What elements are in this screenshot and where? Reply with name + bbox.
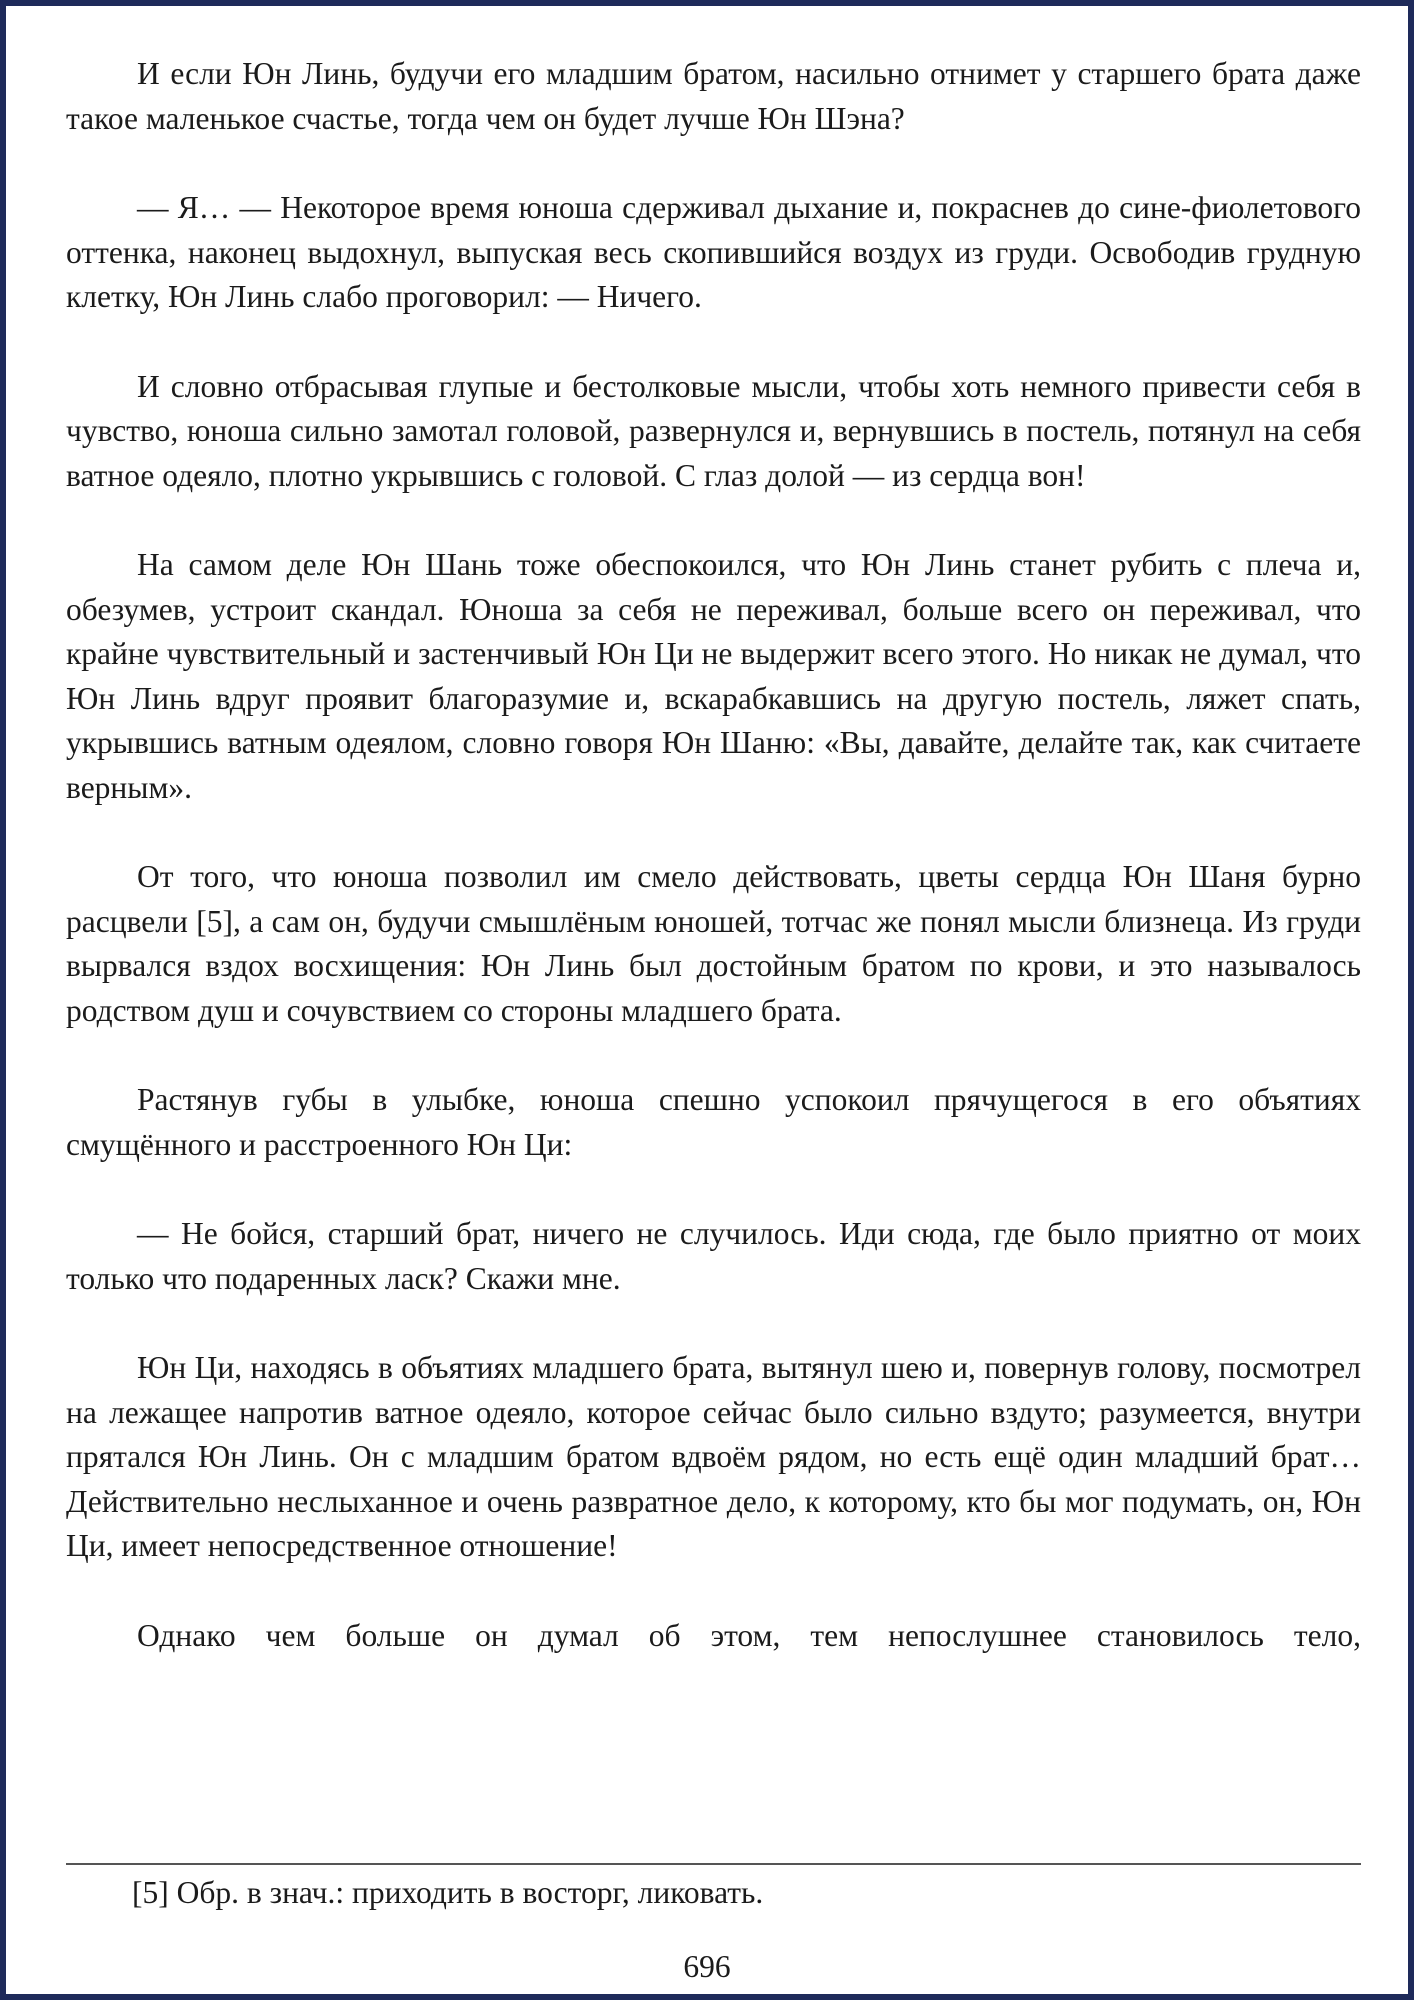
footnote: [5] Обр. в знач.: приходить в восторг, ликовать. — [132, 1875, 764, 1910]
paragraph: — Я… — Некоторое время юноша сдерживал дыхание и, покраснев до сине-фиолетового оттенка, наконец выдохнул, выпуская весь скопившийся воздух из груди. Освободив грудную клетку, Юн Линь слабо проговорил: — Ничего. — [66, 190, 1361, 314]
paragraph: Растянув губы в улыбке, юноша спешно успокоил прячущегося в его объятиях смущённого и расстроенного Юн Ци: — [66, 1082, 1361, 1162]
page-number: 696 — [683, 1949, 731, 1984]
paragraph: На самом деле Юн Шань тоже обеспокоился, что Юн Линь станет рубить с плеча и, обезумев, устроит скандал. Юноша за себя не переживал, больше всего он переживал, что крайне чувствительный и застенчивый Юн Ци не выдержит всего этого. Но никак не думал, что Юн Линь вдруг проявит благоразумие и, вскарабкавшись на другую постель, ляжет спать, укрывшись ватным одеялом, словно говоря Юн Шаню: «Вы, давайте, делайте так, как считаете верным». — [66, 547, 1361, 805]
main-text — [66, 52, 1361, 1658]
paragraph: Однако чем больше он думал об этом, тем непослушнее становилось тело, — [137, 1617, 1361, 1653]
paragraph: Юн Ци, находясь в объятиях младшего брата, вытянул шею и, повернув голову, посмотрел на лежащее напротив ватное одеяло, которое сейчас было сильно вздуто; разумеется, внутри прятался Юн Линь. Он с младшим братом вдвоём рядом, но есть ещё один младший брат… Действительно неслыханное и очень развратное дело, к которому, кто бы мог подумать, он, Юн Ци, имеет непосредственное отношение! — [66, 1350, 1361, 1563]
paragraph: От того, что юноша позволил им смело действовать, цветы сердца Юн Шаня бурно расцвели [5], а сам он, будучи смышлёным юношей, тотчас же понял мысли близнеца. Из груди вырвался вздох восхищения: Юн Линь был достойным братом по крови, и это называлось родством душ и сочувствием со стороны младшего брата. — [66, 859, 1361, 1028]
paragraph: — Не бойся, старший брат, ничего не случилось. Иди сюда, где было приятно от моих только что подаренных ласк? Скажи мне. — [66, 1216, 1361, 1296]
footnote-separator — [66, 1863, 1361, 1865]
paragraph: И если Юн Линь, будучи его младшим братом, насильно отнимет у старшего брата даже такое маленькое счастье, тогда чем он будет лучше Юн Шэна? — [66, 56, 1361, 136]
paragraph: И словно отбрасывая глупые и бестолковые мысли, чтобы хоть немного привести себя в чувство, юноша сильно замотал головой, развернулся и, вернувшись в постель, потянул на себя ватное одеяло, плотно укрывшись с головой. С глаз долой — из сердца вон! — [66, 368, 1361, 493]
